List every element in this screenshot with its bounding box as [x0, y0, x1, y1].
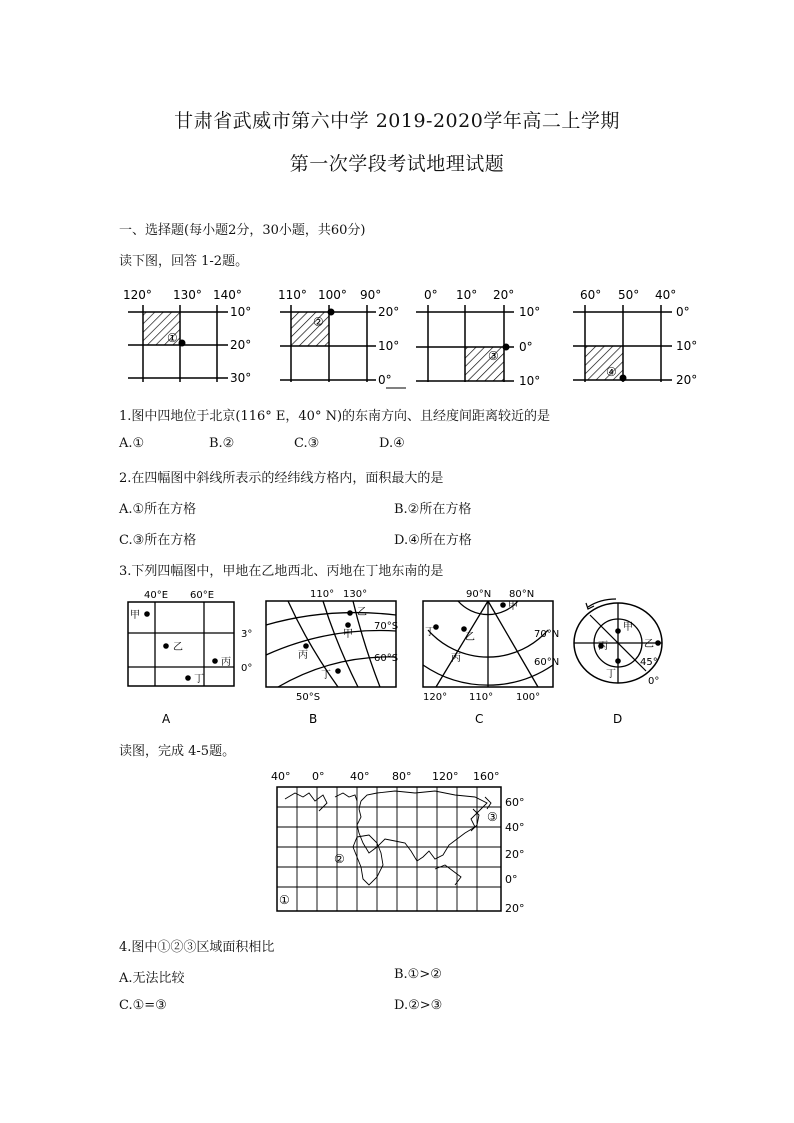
q1-option-d: D.④ — [379, 436, 405, 451]
b-lat-2: 60°S — [374, 653, 399, 664]
exam-title-line2: 第一次学段考试地理试题 — [289, 153, 505, 175]
d-pt-jia: 甲 — [623, 622, 633, 633]
grid-1 — [123, 288, 251, 385]
a-lon-1: 40°E — [144, 590, 169, 601]
q2-option-c: C.③所在方格 — [119, 533, 197, 548]
d-pt-yi: 乙 — [644, 639, 654, 650]
c-lon-3: 100° — [516, 692, 541, 703]
b-pt-ding: 丁 — [321, 670, 331, 681]
q4-option-a: A.无法比较 — [119, 971, 185, 986]
a-lat-2: 0° — [241, 663, 253, 674]
q1-option-b: B.② — [209, 436, 235, 451]
q4-option-c: C.①=③ — [119, 998, 167, 1013]
g4-lon-3: 40° — [655, 288, 677, 302]
g1-lon-1: 120° — [123, 288, 152, 302]
a-pt-jia: 甲 — [130, 610, 140, 621]
w-lon-4: 80° — [392, 770, 412, 783]
g4-mark: ④ — [606, 365, 617, 379]
map-a-label: A — [162, 712, 171, 726]
q1-stem: 1.图中四地位于北京(116° E，40° N)的东南方向、且经度间距离较近的是 — [119, 409, 551, 424]
g3-lat-1: 10° — [519, 305, 541, 319]
g2-lat-2: 10° — [378, 339, 400, 353]
figure-graticule-grids — [110, 280, 710, 392]
map-b-label: B — [309, 712, 318, 726]
c-lat-1: 70°N — [534, 629, 560, 640]
d-deg-45: 45° — [640, 657, 658, 668]
w-lat-4: 0° — [505, 873, 518, 886]
figure-direction-maps — [118, 585, 688, 730]
g4-lat-3: 20° — [676, 373, 698, 387]
a-pt-yi: 乙 — [173, 642, 183, 653]
intro-q4-5: 读图，完成 4-5题。 — [119, 744, 236, 759]
q4-stem: 4.图中①②③区域面积相比 — [119, 940, 275, 955]
g1-mark: ① — [167, 331, 178, 345]
g1-lat-1: 10° — [230, 305, 252, 319]
g1-lon-2: 130° — [173, 288, 202, 302]
c-pole-label: 90°N — [466, 589, 492, 600]
w-mark-1: ① — [279, 893, 290, 907]
q2-option-d: D.④所在方格 — [394, 533, 472, 548]
g3-mark: ③ — [488, 349, 499, 363]
q2-option-a: A.①所在方格 — [119, 502, 197, 517]
c-pt-ding: 丁 — [425, 627, 435, 638]
q3-stem: 3.下列四幅图中，甲地在乙地西北、丙地在丁地东南的是 — [119, 564, 444, 579]
w-lat-1: 60° — [505, 796, 525, 809]
g1-lat-2: 20° — [230, 338, 252, 352]
c-pt-bing: 丙 — [451, 653, 461, 664]
g1-lon-3: 140° — [213, 288, 242, 302]
a-lat-1: 3° — [241, 629, 253, 640]
d-deg-0: 0° — [648, 676, 660, 687]
c-lon-2: 110° — [469, 692, 494, 703]
section-heading: 一、选择题(每小题2分，30小题，共60分) — [119, 223, 366, 238]
q1-option-a: A.① — [119, 436, 145, 451]
grid-2 — [278, 288, 406, 388]
c-lat-top: 80°N — [509, 589, 535, 600]
w-mark-2: ② — [334, 852, 345, 866]
d-pt-bing: 丙 — [598, 641, 608, 652]
q4-option-b: B.①>② — [394, 967, 442, 982]
b-lat-1: 70°S — [374, 621, 399, 632]
b-pt-jia: 甲 — [343, 629, 353, 640]
a-pt-bing: 丙 — [221, 657, 231, 668]
map-c-label: C — [475, 712, 484, 726]
g2-lat-1: 20° — [378, 305, 400, 319]
q2-stem: 2.在四幅图中斜线所表示的经纬线方格内，面积最大的是 — [119, 471, 444, 486]
g1-lat-3: 30° — [230, 371, 252, 385]
a-pt-ding: 丁 — [194, 674, 204, 685]
map-b — [266, 589, 398, 726]
g4-lat-1: 0° — [676, 305, 690, 319]
w-lon-5: 120° — [432, 770, 459, 783]
figure-world-grid-map — [265, 767, 540, 919]
g4-lat-2: 10° — [676, 339, 698, 353]
g3-lon-2: 10° — [456, 288, 478, 302]
b-lon-2: 130° — [343, 589, 368, 600]
g2-lon-2: 100° — [318, 288, 347, 302]
grid-3 — [416, 288, 540, 388]
grid-4 — [573, 288, 697, 387]
d-pt-ding: 丁 — [606, 669, 616, 680]
q4-option-d: D.②>③ — [394, 998, 443, 1013]
g4-lon-2: 50° — [618, 288, 640, 302]
intro-q1-2: 读下图，回答 1-2题。 — [119, 254, 249, 269]
g2-lon-3: 90° — [360, 288, 382, 302]
a-lon-2: 60°E — [190, 590, 215, 601]
w-lon-2: 0° — [312, 770, 325, 783]
w-mark-3: ③ — [487, 810, 498, 824]
g3-lat-2: 0° — [519, 340, 533, 354]
map-c — [423, 589, 559, 726]
g3-lon-1: 0° — [424, 288, 438, 302]
b-lon-1: 110° — [310, 589, 335, 600]
map-d — [574, 599, 662, 726]
g2-lat-3: 0° — [378, 373, 392, 387]
q1-option-c: C.③ — [294, 436, 320, 451]
exam-title-line1: 甘肃省武威市第六中学 2019-2020学年高二上学期 — [174, 110, 620, 132]
g4-lon-1: 60° — [580, 288, 602, 302]
w-lat-3: 20° — [505, 848, 525, 861]
c-pt-jia: 甲 — [508, 601, 518, 612]
b-pt-yi: 乙 — [357, 607, 367, 618]
w-lat-5: 20° — [505, 902, 525, 915]
q2-option-b: B.②所在方格 — [394, 502, 472, 517]
w-lon-1: 40° — [271, 770, 291, 783]
g3-lon-3: 20° — [493, 288, 515, 302]
g2-lon-1: 110° — [278, 288, 307, 302]
c-lat-2: 60°N — [534, 657, 560, 668]
c-lon-1: 120° — [423, 692, 448, 703]
b-pt-bing: 丙 — [298, 650, 308, 661]
map-d-label: D — [613, 712, 623, 726]
w-lat-2: 40° — [505, 821, 525, 834]
w-lon-6: 160° — [473, 770, 500, 783]
map-a — [128, 590, 252, 726]
g2-mark: ② — [313, 315, 324, 329]
c-pt-yi: 乙 — [465, 632, 475, 643]
b-lat-bottom: 50°S — [296, 692, 321, 703]
g3-lat-3: 10° — [519, 374, 541, 388]
w-lon-3: 40° — [350, 770, 370, 783]
